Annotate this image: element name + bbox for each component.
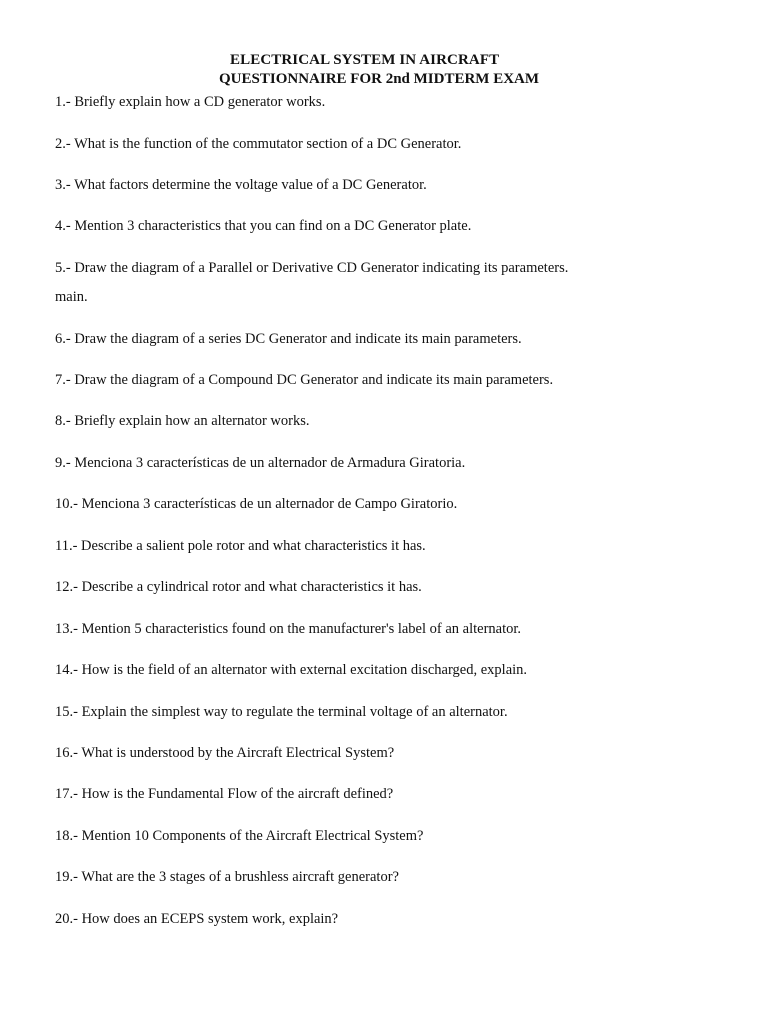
document-title: ELECTRICAL SYSTEM IN AIRCRAFT [230,52,500,68]
question-17: 17.- How is the Fundamental Flow of the aircraft defined? [55,786,394,802]
question-14: 14.- How is the field of an alternator with external excitation discharged, explain. [55,662,528,678]
question-12: 12.- Describe a cylindrical rotor and what characteristics it has. [55,579,422,595]
question-3: 3.- What factors determine the voltage value of a DC Generator. [55,177,427,193]
question-2: 2.- What is the function of the commutator section of a DC Generator. [55,136,462,152]
question-4: 4.- Mention 3 characteristics that you can find on a DC Generator plate. [55,218,472,234]
question-15: 15.- Explain the simplest way to regulate the terminal voltage of an alternator. [55,704,508,720]
question-16: 16.- What is understood by the Aircraft Electrical System? [55,745,395,761]
question-5-continuation: main. [55,289,88,305]
question-9: 9.- Menciona 3 características de un alternador de Armadura Giratoria. [55,455,466,471]
question-5: 5.- Draw the diagram of a Parallel or Derivative CD Generator indicating its parameters. [55,260,569,276]
question-7: 7.- Draw the diagram of a Compound DC Generator and indicate its main parameters. [55,372,554,388]
question-10: 10.- Menciona 3 características de un alternador de Campo Giratorio. [55,496,458,512]
question-6: 6.- Draw the diagram of a series DC Generator and indicate its main parameters. [55,331,522,347]
question-13: 13.- Mention 5 characteristics found on the manufacturer's label of an alternator. [55,621,522,637]
question-8: 8.- Briefly explain how an alternator works. [55,413,310,429]
question-19: 19.- What are the 3 stages of a brushless aircraft generator? [55,869,399,885]
document-subtitle: QUESTIONNAIRE FOR 2nd MIDTERM EXAM [219,71,540,87]
question-11: 11.- Describe a salient pole rotor and what characteristics it has. [55,538,426,554]
question-1: 1.- Briefly explain how a CD generator works. [55,94,326,110]
question-20: 20.- How does an ECEPS system work, explain? [55,911,339,927]
question-18: 18.- Mention 10 Components of the Aircraft Electrical System? [55,828,424,844]
